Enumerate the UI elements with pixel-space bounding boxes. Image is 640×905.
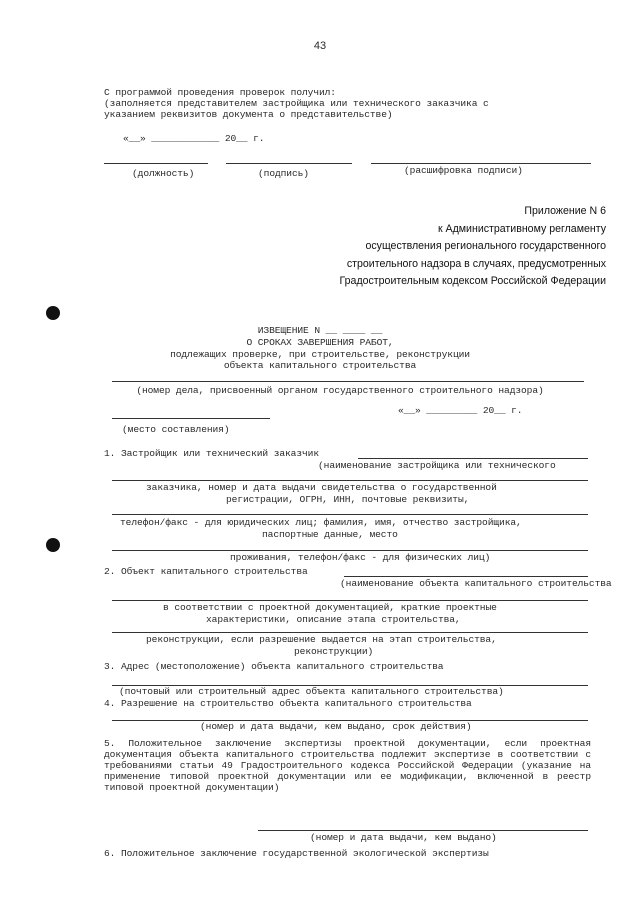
item-1-line-4 — [112, 550, 588, 551]
page-number: 43 — [313, 40, 327, 52]
place-line — [112, 418, 270, 419]
notice-subtitle-2: подлежащих проверке, при строительстве, реконструкции — [170, 349, 470, 360]
caption-decoding: (расшифровка подписи) — [404, 165, 523, 176]
item-1-line — [358, 458, 588, 459]
representative-note-line-2: указанием реквизитов документа о представительстве) — [104, 109, 393, 120]
item-2-caption-4: реконструкции, если разрешение выдается на этап строительства, — [146, 634, 497, 645]
place-caption: (место составления) — [122, 424, 230, 435]
item-1-caption-6: проживания, телефон/факс - для физических лиц) — [230, 552, 491, 563]
item-2-line-3 — [112, 632, 588, 633]
case-number-caption: (номер дела, присвоенный органом государственного строительного надзора) — [136, 385, 544, 396]
item-6-text: 6. Положительное заключение государственной экологической экспертизы — [104, 848, 489, 859]
annex-line-2: к Административному регламенту — [437, 222, 606, 235]
item-4-caption: (номер и дата выдачи, кем выдано, срок действия) — [200, 721, 472, 732]
item-3-label: 3. Адрес (местоположение) объекта капитального строительства — [104, 661, 444, 672]
received-program-line: С программой проведения проверок получил: — [104, 87, 336, 98]
item-2-label: 2. Объект капитального строительства — [104, 566, 308, 577]
notice-subtitle-3: объекта капитального строительства — [223, 360, 417, 371]
date-field: «__» ____________ 20__ г. — [123, 133, 265, 144]
caption-position: (должность) — [132, 168, 195, 179]
item-1-line-3 — [112, 514, 588, 515]
item-5-line — [258, 830, 588, 831]
item-5-caption: (номер и дата выдачи, кем выдано) — [310, 832, 497, 843]
item-1-caption-5: паспортные данные, место — [262, 529, 398, 540]
notice-date: «__» _________ 20__ г. — [398, 405, 523, 416]
punch-hole-bottom — [46, 538, 60, 552]
item-2-caption-5: реконструкции) — [294, 646, 374, 657]
notice-title: ИЗВЕЩЕНИЕ N __ ____ __ — [257, 325, 383, 336]
item-1-label: 1. Застройщик или технический заказчик — [104, 448, 319, 459]
item-2-line-2 — [112, 600, 588, 601]
annex-header — [340, 203, 606, 291]
item-1-caption-2: заказчика, номер и дата выдачи свидетельства о государственной — [146, 482, 497, 493]
item-2-line — [344, 576, 588, 577]
item-2-caption-1: (наименование объекта капитального строительства — [340, 578, 612, 589]
caption-signature: (подпись) — [258, 168, 309, 179]
item-2-caption-3: характеристики, описание этапа строительства, — [206, 614, 461, 625]
item-2-caption-2: в соответствии с проектной документацией, краткие проектные — [163, 602, 497, 613]
item-3-caption: (почтовый или строительный адрес объекта капитального строительства) — [119, 686, 504, 697]
item-1-caption-3: регистрации, ОГРН, ИНН, почтовые реквизиты, — [226, 494, 470, 505]
item-1-caption-1: (наименование застройщика или технического — [318, 460, 556, 471]
position-line — [104, 163, 208, 164]
decoding-line — [371, 163, 591, 164]
representative-note-line: (заполняется представителем застройщика или технического заказчика с — [104, 98, 489, 109]
annex-number: Приложение N 6 — [524, 205, 606, 217]
item-4-label: 4. Разрешение на строительство объекта капитального строительства — [104, 698, 472, 709]
punch-hole-top — [46, 306, 60, 320]
signature-line — [226, 163, 352, 164]
item-1-caption-4: телефон/факс - для юридических лиц; фамилия, имя, отчество застройщика, — [120, 517, 522, 528]
item-5-text: 5. Положительное заключение экспертизы проектной документации, если проектная документация объекта капитального строительства подлежит экспертизе в соответствии с требованиями статьи 49 Градостроительного кодекса Российской Федерации (указание на применение типовой проектной документации или ее модификации, включенной в реестр типовой проектной документации) — [104, 738, 591, 793]
annex-line-4: строительного надзора в случаях, предусмотренных — [346, 257, 606, 270]
case-number-line — [112, 381, 584, 382]
annex-line-3: осуществления регионального государственного — [365, 240, 606, 253]
notice-subtitle: О СРОКАХ ЗАВЕРШЕНИЯ РАБОТ, — [246, 337, 394, 348]
item-1-line-2 — [112, 480, 588, 481]
annex-line-5: Градостроительным кодексом Российской Федерации — [339, 275, 606, 288]
